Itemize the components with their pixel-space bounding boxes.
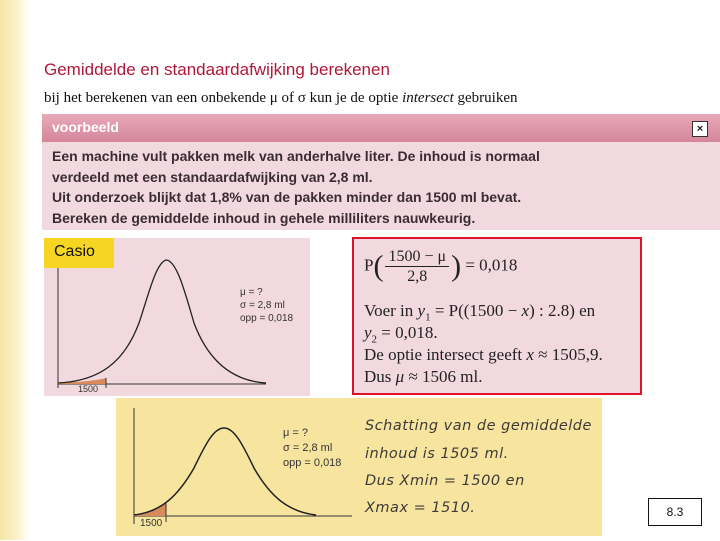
calc-text: Dus [364,367,396,386]
mu-label: μ = ? [240,287,263,298]
calc-denominator: 2,8 [407,268,428,285]
handwritten-note-line: Schatting van de gemiddelde [365,418,592,434]
close-icon[interactable]: × [692,121,708,137]
example-line: Uit onderzoek blijkt dat 1,8% van de pakken minder dan 1500 ml bevat. [52,189,522,205]
subtitle-text: bij het berekenen van een onbekende μ of σ kun je de optie [44,90,403,106]
example-line: verdeeld met een standaardafwijking van 2,8 ml. [52,168,373,185]
example-line: Bereken de gemiddelde inhoud in gehele milliliters nauwkeurig. [52,209,476,226]
ti-normal-curve-graph [116,398,356,536]
calc-line-2: Voer in $y_1 = P((1500 - x)$ : 2.8) en [364,301,596,324]
sigma-label: σ = 2,8 ml [283,442,333,454]
example-header-label: voorbeeld [52,119,119,135]
page-subtitle [44,90,517,107]
calculation-box [352,237,642,395]
calc-fraction [385,247,449,286]
sigma-label: σ = 2,8 ml [240,300,285,311]
calc-text: ≈ 1505,9. [533,345,603,364]
mu-label: μ = ? [283,427,308,439]
calc-eq: = 0,018 [461,255,518,275]
subtitle-italic: intersect [402,90,454,106]
calc-line-3: $y_2 = 0,018$. [364,323,438,346]
x-value-label: 1500 [78,384,99,394]
opp-label: opp = 0,018 [240,313,294,324]
handwritten-note-line: inhoud is 1505 ml. [365,446,509,462]
calc-line-5: Dus μ ≈ 1506 ml. [364,367,483,386]
casio-tag: Casio [44,238,114,268]
subtitle-text-end: gebruiken [453,90,518,106]
page-number: 8.3 [648,498,702,526]
calc-text: ≈ 1506 ml. [404,367,483,386]
handwritten-note-line: Xmax = 1510. [365,500,476,516]
calc-text: ) : 2.8) en [529,301,596,320]
calc-text: Voer in [364,301,418,320]
calc-text: De optie intersect geeft [364,345,527,364]
example-line: Een machine vult pakken melk van anderhalve liter. De inhoud is normaal [52,148,540,164]
calc-text: = 0,018. [377,323,438,342]
calc-p: P [364,255,374,275]
normal-curve [58,260,266,383]
calc-line-1: P( $\frac{1500 - \mu}{2,8}$ ) = 0,018 [364,248,518,285]
example-box [42,114,720,230]
calc-text: = P((1500 − [430,301,522,320]
opp-label: opp = 0,018 [283,457,342,469]
x-value-label: 1500 [140,518,163,529]
page-title: Gemiddelde en standaardafwijking berekenen [44,60,390,79]
left-decorative-bar [0,0,30,540]
calc-numerator: 1500 − μ [385,247,449,267]
calc-line-4: De optie intersect geeft x ≈ 1505,9. [364,345,603,364]
example-text [52,146,540,228]
example-header [42,114,720,142]
handwritten-note-line: Dus Xmin = 1500 en [365,473,525,489]
